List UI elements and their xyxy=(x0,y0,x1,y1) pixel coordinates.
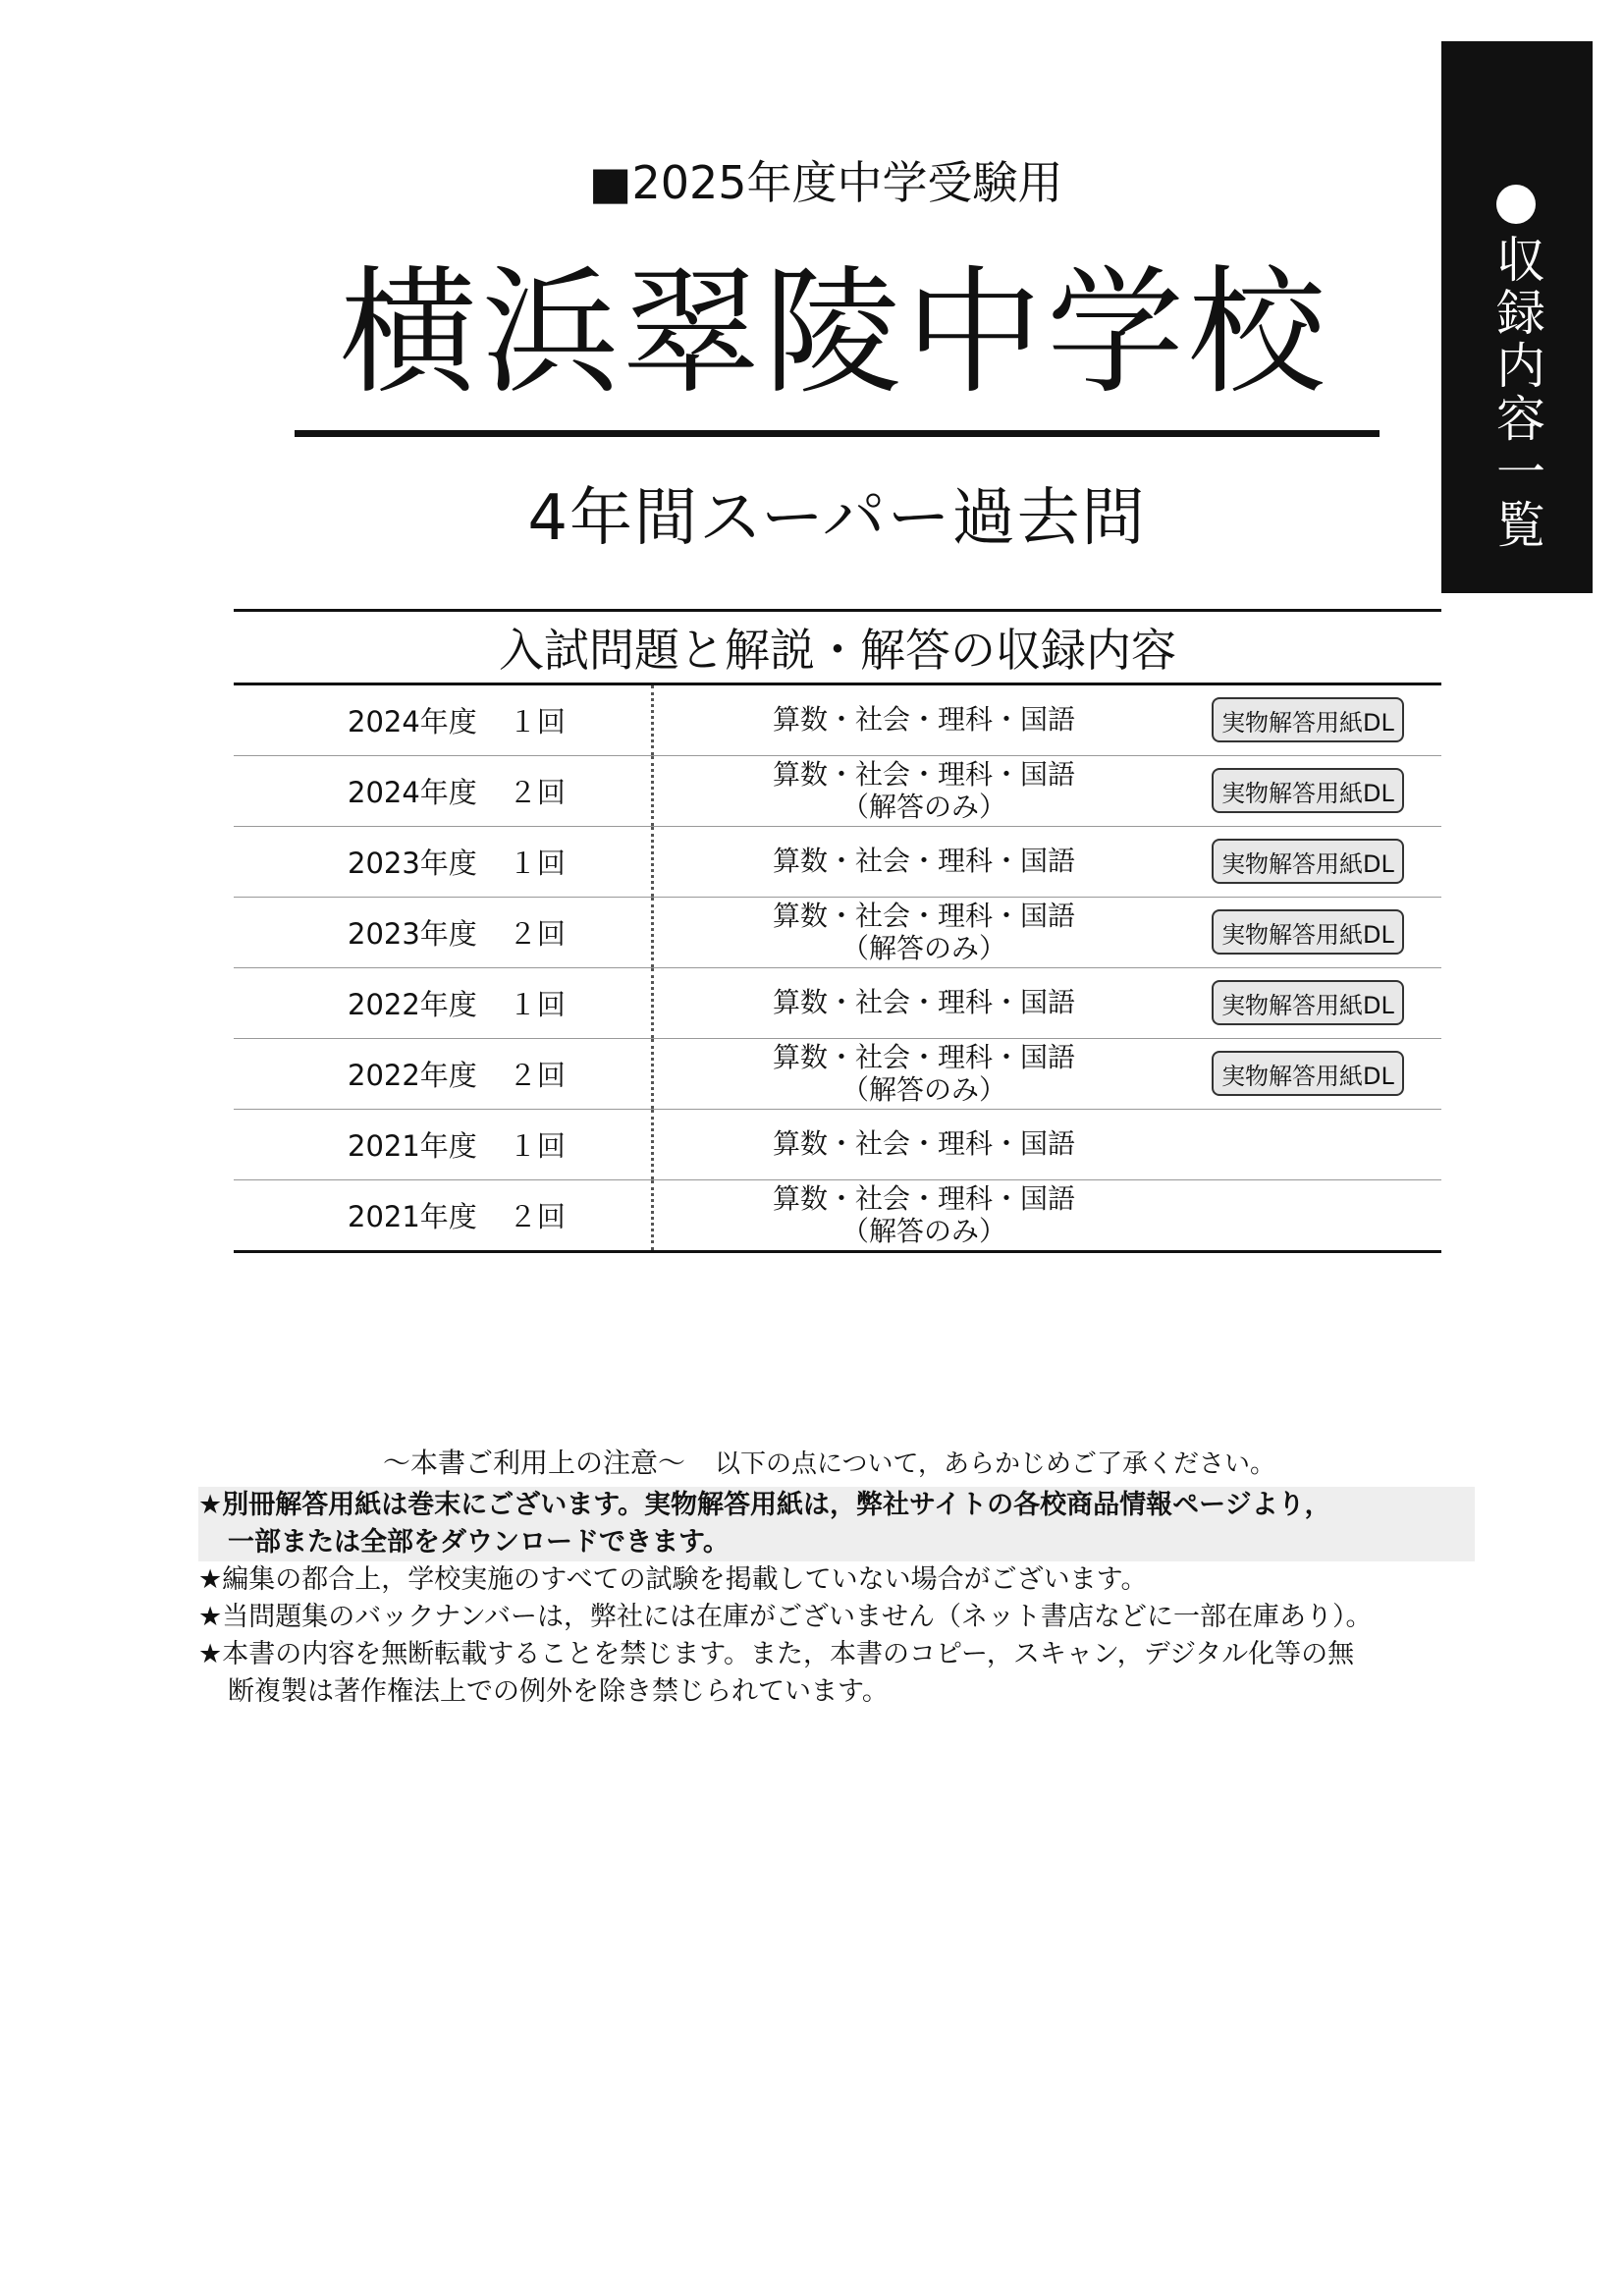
note-line: ★編集の都合上，学校実施のすべての試験を掲載していない場合がございます。 xyxy=(198,1564,1148,1595)
title-divider xyxy=(295,430,1380,437)
row-subjects-cell xyxy=(654,759,1194,822)
row-year: 2022年度 xyxy=(348,1059,477,1092)
row-subjects-cell xyxy=(654,901,1194,963)
row-subjects: 算数・社会・理科・国語 xyxy=(772,758,1075,792)
row-note: （解答のみ） xyxy=(840,1072,1006,1106)
table-row xyxy=(234,898,1441,968)
bullet-icon xyxy=(1496,185,1536,224)
notes-title xyxy=(383,1442,1275,1481)
row-note: （解答のみ） xyxy=(840,931,1006,964)
notes-title-text: ～本書ご利用上の注意～ xyxy=(383,1447,686,1479)
row-subjects-cell xyxy=(654,987,1194,1018)
note-item xyxy=(198,1636,1475,1711)
answer-sheet-download-button[interactable]: 実物解答用紙DL xyxy=(1212,839,1404,884)
table-body xyxy=(234,685,1441,1253)
row-year: 2024年度 xyxy=(348,705,477,738)
row-year: 2024年度 xyxy=(348,776,477,809)
row-subjects-cell xyxy=(654,704,1194,736)
side-tab xyxy=(1441,41,1593,593)
row-year-cell xyxy=(234,1110,654,1179)
row-round: １回 xyxy=(508,847,566,880)
note-item xyxy=(198,1561,1475,1599)
row-year-cell xyxy=(234,756,654,826)
row-subjects: 算数・社会・理科・国語 xyxy=(772,900,1075,933)
answer-sheet-download-button[interactable]: 実物解答用紙DL xyxy=(1212,697,1404,742)
table-row xyxy=(234,756,1441,827)
table-row xyxy=(234,1180,1441,1253)
row-round: ２回 xyxy=(508,1059,566,1092)
row-year: 2021年度 xyxy=(348,1200,477,1233)
row-subjects-cell xyxy=(654,1183,1194,1246)
note-line: ★当問題集のバックナンバーは，弊社には在庫がございません（ネット書店などに一部在庫あり）。 xyxy=(198,1602,1373,1632)
table-row xyxy=(234,827,1441,898)
page-title: 横浜翠陵中学校 xyxy=(339,253,1329,413)
row-subjects: 算数・社会・理科・国語 xyxy=(772,1127,1075,1161)
note-item xyxy=(198,1487,1475,1561)
row-subjects: 算数・社会・理科・国語 xyxy=(772,1182,1075,1216)
row-year-cell xyxy=(234,898,654,967)
row-round: １回 xyxy=(508,1129,566,1163)
row-subjects-cell xyxy=(654,846,1194,877)
row-year-cell xyxy=(234,685,654,755)
row-subjects: 算数・社会・理科・国語 xyxy=(772,1041,1075,1074)
row-round: ２回 xyxy=(508,776,566,809)
answer-sheet-download-button[interactable]: 実物解答用紙DL xyxy=(1212,980,1404,1025)
table-row xyxy=(234,1039,1441,1110)
row-round: １回 xyxy=(508,988,566,1021)
notes-subtitle: 以下の点について，あらかじめご了承ください。 xyxy=(715,1449,1275,1479)
note-line-continued: 一部または全部をダウンロードできます。 xyxy=(228,1527,730,1558)
row-subjects: 算数・社会・理科・国語 xyxy=(772,986,1075,1019)
row-year: 2022年度 xyxy=(348,988,477,1021)
series-subtitle: 4年間スーパー過去問 xyxy=(527,482,1147,555)
notes-list xyxy=(198,1487,1475,1711)
note-line-continued: 断複製は著作権法上での例外を除き禁じられています。 xyxy=(228,1676,889,1707)
table-row xyxy=(234,1110,1441,1180)
row-note: （解答のみ） xyxy=(840,790,1006,823)
side-tab-label: 収録内容一覧 xyxy=(1489,234,1545,552)
row-subjects-cell xyxy=(654,1128,1194,1160)
row-year-cell xyxy=(234,1039,654,1109)
row-year: 2021年度 xyxy=(348,1129,477,1163)
note-line: ★別冊解答用紙は巻末にございます。実物解答用紙は，弊社サイトの各校商品情報ページより， xyxy=(198,1490,1331,1520)
table-row xyxy=(234,968,1441,1039)
row-subjects: 算数・社会・理科・国語 xyxy=(772,703,1075,737)
answer-sheet-download-button[interactable]: 実物解答用紙DL xyxy=(1212,909,1404,955)
row-note: （解答のみ） xyxy=(840,1214,1006,1247)
edition-label: ■2025年度中学受験用 xyxy=(589,156,1063,209)
row-round: ２回 xyxy=(508,917,566,951)
note-line: ★本書の内容を無断転載することを禁じます。また，本書のコピー，スキャン，デジタル化等の無 xyxy=(198,1639,1355,1669)
row-subjects: 算数・社会・理科・国語 xyxy=(772,845,1075,878)
row-subjects-cell xyxy=(654,1042,1194,1105)
row-year: 2023年度 xyxy=(348,847,477,880)
row-year-cell xyxy=(234,827,654,897)
table-heading: 入試問題と解説・解答の収録内容 xyxy=(234,609,1441,685)
row-round: ２回 xyxy=(508,1200,566,1233)
answer-sheet-download-button[interactable]: 実物解答用紙DL xyxy=(1212,768,1404,813)
row-year-cell xyxy=(234,968,654,1038)
answer-sheet-download-button[interactable]: 実物解答用紙DL xyxy=(1212,1051,1404,1096)
note-item xyxy=(198,1599,1475,1636)
row-year-cell xyxy=(234,1180,654,1250)
table-row xyxy=(234,685,1441,756)
contents-table xyxy=(234,609,1441,1253)
row-round: １回 xyxy=(508,705,566,738)
row-year: 2023年度 xyxy=(348,917,477,951)
